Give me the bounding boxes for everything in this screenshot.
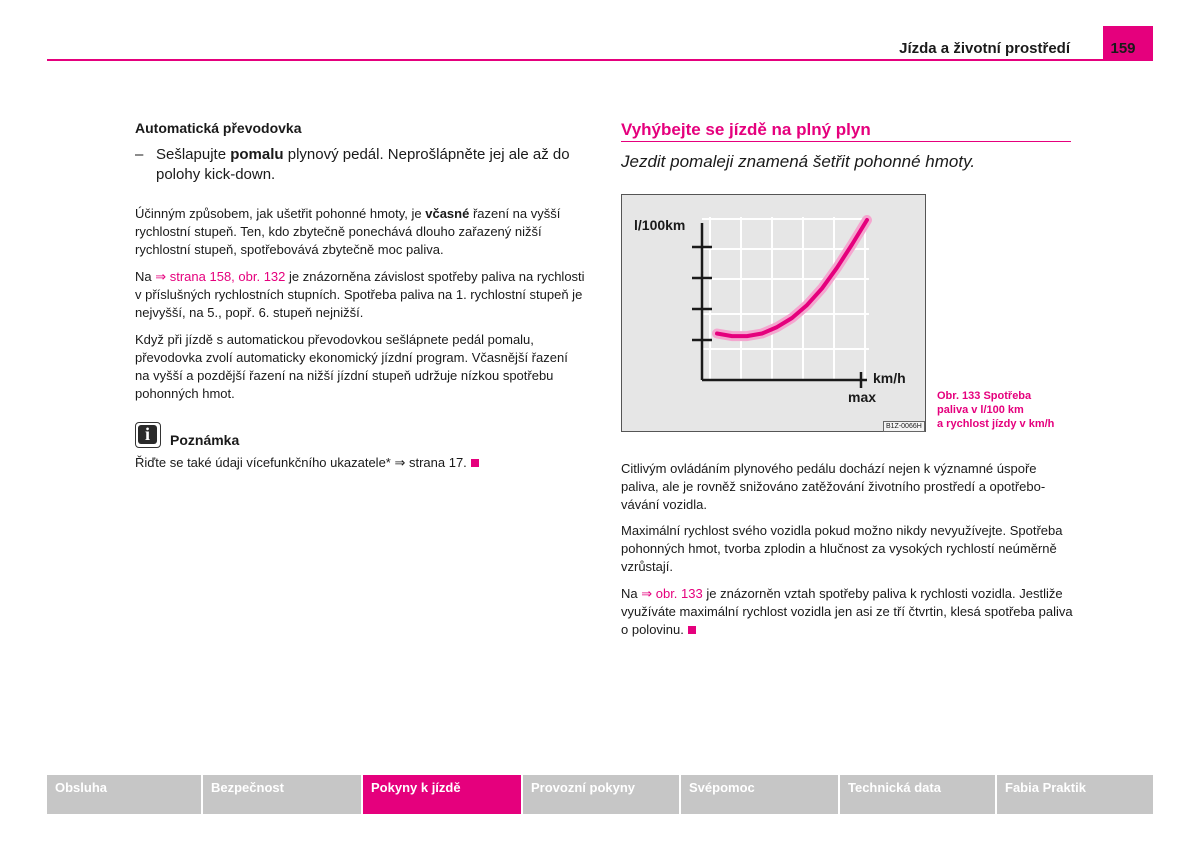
section-subtitle: Jezdit pomaleji znamená šetřit pohonné hmoty. <box>621 152 976 171</box>
instruction-text: Sešlapujte <box>156 146 231 163</box>
caption-line: paliva v l/100 km <box>937 404 1024 416</box>
dash-bullet: – <box>135 146 144 163</box>
paragraph-text: Na <box>621 586 642 601</box>
tab-label: Pokyny k jízdě <box>371 780 461 795</box>
info-note-icon <box>135 422 161 448</box>
end-of-section-marker <box>471 459 479 467</box>
caption-line: Obr. 133 Spotřeba <box>937 390 1032 402</box>
instruction-text-end: plynový pedál. Neprošlápněte jej ale až do polohy kick-down. <box>156 146 570 183</box>
tab-technicka-data[interactable] <box>840 775 995 814</box>
tab-fabia-praktik[interactable] <box>997 775 1153 814</box>
paragraph-text: Účinným způsobem, jak ušetřit pohonné hmoty, je <box>135 206 426 221</box>
note-text: Řiďte se také údaji vícefunkčního ukazatele* ⇒ strana 17. <box>135 455 467 470</box>
section-heading-rule <box>621 141 1071 142</box>
consumption-chart <box>622 195 927 433</box>
consumption-speed-figure <box>621 194 926 432</box>
cross-reference-link-figure-133[interactable]: ⇒ obr. 133 <box>641 586 703 601</box>
paragraph-text-end: řazení na vyšší rychlostní stupeň. Ten, kdo zbytečně ponechává dlouho zařazený nižší rychlostní stupeň, spotřebovává zbytečně moc paliva. <box>135 206 561 257</box>
section-heading-full-throttle: Vyhýbejte se jízdě na plný plyn <box>621 120 871 139</box>
paragraph-consumption-dependency <box>135 268 585 322</box>
tab-label: Fabia Praktik <box>1005 780 1086 795</box>
chapter-navigation <box>47 775 1153 814</box>
instruction-item <box>135 145 590 185</box>
paragraph-text-end: je znázorněn vztah spotřeby paliva k rychlosti vozidla. Jestliže využíváte maximální rychlost vozidla jen asi ze tří čtvrtin, klesá spotřeba paliva o polovinu. <box>621 586 1073 637</box>
tab-bezpecnost[interactable] <box>203 775 361 814</box>
caption-line: a rychlost jízdy v km/h <box>937 418 1055 430</box>
note-title: Poznámka <box>170 432 240 448</box>
end-of-section-marker <box>688 626 696 634</box>
tab-label: Svépomoc <box>689 780 755 795</box>
note-text-block <box>135 454 585 472</box>
figure-caption <box>937 389 1087 431</box>
page-number: 159 <box>1110 40 1136 57</box>
x-axis-max-label: max <box>848 389 877 405</box>
figure-code: B1Z-0066H <box>883 421 925 432</box>
tab-label: Bezpečnost <box>211 780 284 795</box>
paragraph-text-end: je znázorněna závislost spotřeby paliva na rychlosti v příslušných rychlostních stupních. Spotřeba paliva na 1. rychlostní stupeň je nejvyšší, na 5., popř. 6. stupeň nejnižší. <box>135 269 585 320</box>
cross-reference-link-page-158[interactable]: ⇒ strana 158, obr. 132 <box>155 269 286 284</box>
instruction-emphasis: pomalu <box>230 146 284 163</box>
y-axis-label: l/100km <box>634 217 686 233</box>
tab-label: Obsluha <box>55 780 108 795</box>
tab-label: Technická data <box>848 780 941 795</box>
tab-label: Provozní pokyny <box>531 780 636 795</box>
paragraph-text: Na <box>135 269 156 284</box>
header-rule <box>47 59 1153 61</box>
running-header-title: Jízda a životní prostředí <box>899 40 1070 57</box>
tab-pokyny-k-jizde[interactable] <box>363 775 521 814</box>
x-axis-label: km/h <box>873 370 906 386</box>
paragraph-throttle-control: Citlivým ovládáním plynového pedálu dochází nejen k významné úspoře paliva, ale je rovněž snižováno zatěžování životního prostředí a opotřebo-vávání vozidla. <box>621 461 1046 512</box>
paragraph-automatic-program: Když při jízdě s automatickou převodovkou sešlápnete pedál pomalu, převodovka zvolí automaticky ekonomický jízdní program. Včasnější řazení na vyšší a pozdější řazení na nižší jízdní stupeň udržuje nízkou spotřebu pohonných hmot. <box>135 332 568 401</box>
info-note-glyph: i <box>144 424 150 444</box>
paragraph-figure-reference <box>621 585 1076 639</box>
section-heading-automatic-gearbox: Automatická převodovka <box>135 120 302 136</box>
paragraph-max-speed: Maximální rychlost svého vozidla pokud možno nikdy nevyužívejte. Spotřeba pohonných hmot, tvorba zplodin a hlučnost za vysokých rychlostí neúměrně vzrůstají. <box>621 523 1063 574</box>
tab-provozni-pokyny[interactable] <box>523 775 679 814</box>
tab-obsluha[interactable] <box>47 775 201 814</box>
paragraph-emphasis: včasné <box>425 206 470 221</box>
paragraph-early-shifting <box>135 205 585 259</box>
tab-svepomoc[interactable] <box>681 775 838 814</box>
